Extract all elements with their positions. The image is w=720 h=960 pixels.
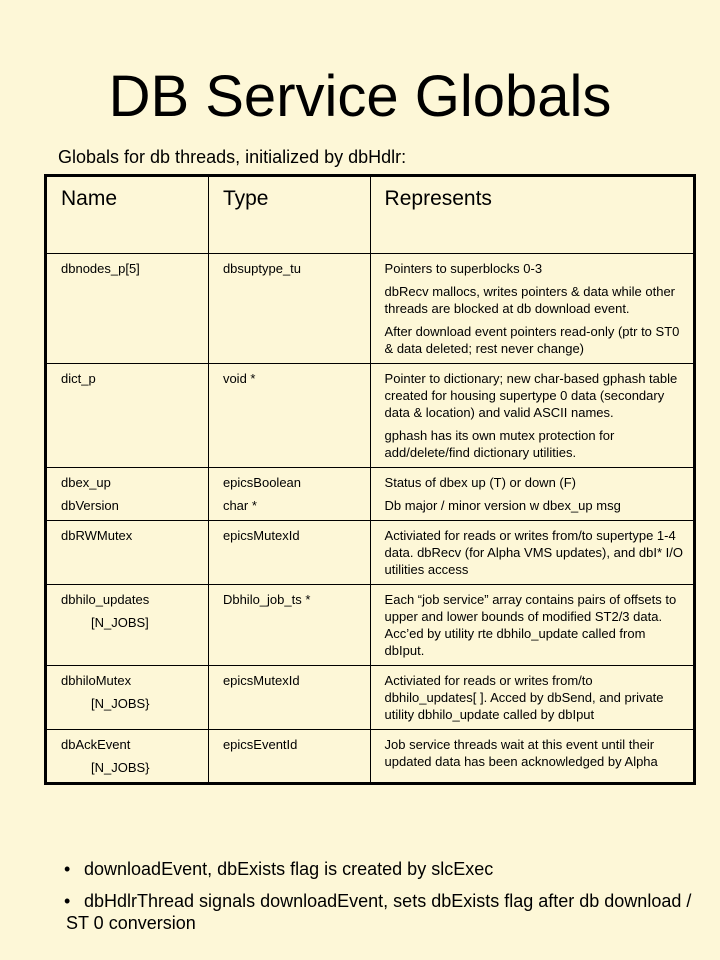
table-row — [46, 730, 695, 784]
type-text: Dbhilo_job_ts * — [222, 592, 311, 607]
cell-name — [46, 730, 209, 784]
type-text: epicsMutexId — [222, 528, 300, 543]
table-row — [46, 585, 695, 666]
cell-type — [208, 468, 370, 521]
cell-name — [46, 585, 209, 666]
bullet-item — [66, 858, 696, 880]
name-text: [N_JOBS} — [91, 696, 150, 711]
cell-name — [46, 666, 209, 730]
bullet-item — [66, 890, 696, 934]
table-row — [46, 666, 695, 730]
represents-text: Db major / minor version w dbex_up msg — [384, 498, 621, 513]
slide-subtitle: Globals for db threads, initialized by dbHdlr: — [58, 147, 407, 167]
cell-type — [208, 585, 370, 666]
represents-text: dbRecv mallocs, writes pointers & data while other threads are blocked at db download event. — [384, 284, 676, 316]
type-text: void * — [222, 371, 256, 386]
cell-represents — [370, 521, 694, 585]
type-text: epicsEventId — [222, 737, 298, 752]
table-row — [46, 364, 695, 468]
bullet-dot: • — [64, 859, 71, 879]
cell-represents — [370, 585, 694, 666]
cell-name — [46, 364, 209, 468]
name-text: dict_p — [61, 371, 96, 386]
cell-type — [208, 730, 370, 784]
slide-title: DB Service Globals — [108, 64, 612, 129]
name-text: dbhiloMutex — [61, 673, 132, 688]
cell-name — [46, 254, 209, 364]
name-text: dbnodes_p[5] — [61, 261, 140, 276]
represents-text: Pointers to superblocks 0-3 — [384, 261, 543, 276]
represents-text: Activiated for reads or writes from/to dbhilo_updates[ ]. Acced by dbSend, and private utility dbhilo_update called by dbIput — [384, 673, 664, 722]
bullet-text: dbHdlrThread signals downloadEvent, sets dbExists flag after db download / ST 0 conversion — [66, 891, 692, 933]
type-text: dbsuptype_tu — [222, 261, 302, 276]
represents-text: Pointer to dictionary; new char-based gphash table created for housing supertype 0 data (secondary data & location) and valid ASCII names. — [384, 371, 678, 420]
represents-text: After download event pointers read-only (ptr to ST0 & data deleted; rest never change) — [384, 324, 680, 356]
cell-type — [208, 666, 370, 730]
name-text: dbhilo_updates — [61, 592, 150, 607]
bullet-list — [66, 858, 696, 944]
represents-text: Status of dbex up (T) or down (F) — [384, 475, 577, 490]
name-text: dbVersion — [61, 498, 119, 513]
cell-represents — [370, 666, 694, 730]
cell-represents — [370, 468, 694, 521]
name-text: dbAckEvent — [61, 737, 131, 752]
bullet-text: downloadEvent, dbExists flag is created by slcExec — [84, 859, 494, 879]
cell-type — [208, 364, 370, 468]
bullet-dot: • — [64, 891, 71, 911]
represents-text: gphash has its own mutex protection for add/delete/find dictionary utilities. — [384, 428, 615, 460]
name-text: [N_JOBS} — [91, 760, 150, 775]
cell-type — [208, 254, 370, 364]
cell-represents — [370, 254, 694, 364]
column-header-type: Type — [208, 176, 370, 254]
table-row — [46, 468, 695, 521]
cell-name — [46, 468, 209, 521]
column-header-name: Name — [46, 176, 209, 254]
table-header-row — [46, 176, 695, 254]
represents-text: Job service threads wait at this event until their updated data has been acknowledged by Alpha — [384, 737, 658, 769]
cell-name — [46, 521, 209, 585]
table-row — [46, 521, 695, 585]
cell-represents — [370, 730, 694, 784]
type-text: epicsBoolean — [222, 475, 302, 490]
table-row — [46, 254, 695, 364]
type-text: epicsMutexId — [222, 673, 300, 688]
name-text: dbex_up — [61, 475, 111, 490]
globals-table — [44, 174, 696, 785]
type-text: char * — [222, 498, 257, 513]
represents-text: Each “job service” array contains pairs of offsets to upper and lower bounds of modified ST2/3 data. Acc’ed by utility rte dbhilo_update called from dbIput. — [384, 592, 677, 658]
cell-represents — [370, 364, 694, 468]
name-text: dbRWMutex — [61, 528, 133, 543]
name-text: [N_JOBS] — [91, 615, 149, 630]
column-header-represents: Represents — [370, 176, 694, 254]
represents-text: Activiated for reads or writes from/to supertype 1-4 data. dbRecv (for Alpha VMS updates), and dbI* I/O utilities access — [384, 528, 683, 577]
cell-type — [208, 521, 370, 585]
